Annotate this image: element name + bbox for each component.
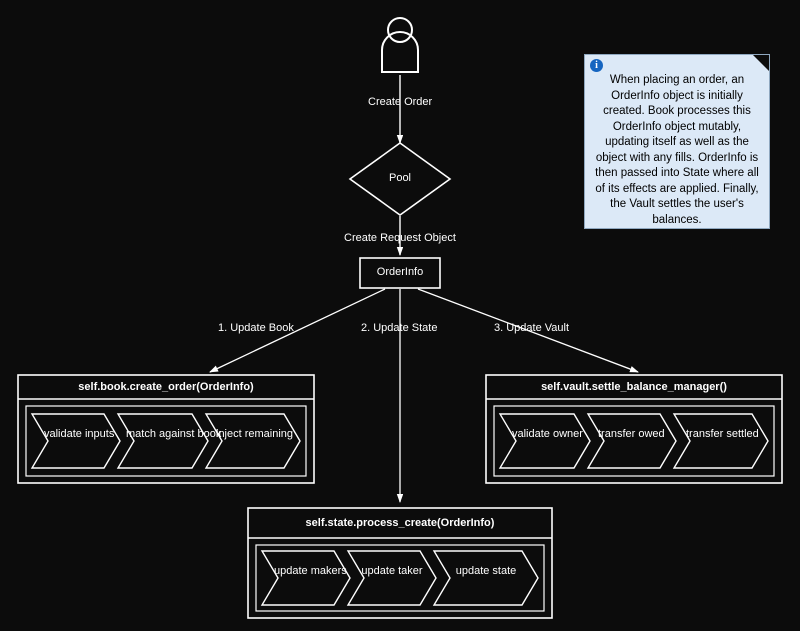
step-transfer-owed: transfer owed — [598, 428, 665, 440]
step-inject-remaining: inject remaining — [216, 428, 294, 440]
node-pool-label: Pool — [388, 172, 412, 184]
group-state-title: self.state.process_create(OrderInfo) — [305, 517, 495, 529]
group-book-title: self.book.create_order(OrderInfo) — [78, 381, 254, 393]
info-icon: i — [590, 59, 603, 72]
note-text: When placing an order, an OrderInfo object is initially created. Book processes this OrderInfo object mutably, updating itself as well as the object with any fills. OrderInfo is then passed into State where all of its effects are applied. Finally, the Vault settles the user's balances. — [595, 74, 759, 226]
edge-label-create-order: Create Order — [368, 96, 433, 108]
edge-label-update-book: 1. Update Book — [218, 322, 294, 334]
edge-label-update-state: 2. Update State — [361, 322, 438, 334]
step-update-makers: update makers — [274, 565, 347, 577]
step-update-taker: update taker — [361, 565, 423, 577]
step-match-against-book: match against book — [126, 428, 222, 440]
node-order-info-label: OrderInfo — [376, 266, 424, 278]
step-validate-owner: validate owner — [512, 428, 583, 440]
actor-icon — [382, 18, 418, 72]
step-validate-inputs: validate inputs — [44, 428, 115, 440]
step-transfer-settled: transfer settled — [686, 428, 759, 440]
edge-label-update-vault: 3. Update Vault — [494, 322, 570, 334]
group-vault-title: self.vault.settle_balance_manager() — [541, 381, 727, 393]
note-fold-corner — [753, 55, 769, 71]
edge-label-create-request-object: Create Request Object — [344, 232, 456, 244]
step-update-state: update state — [455, 565, 517, 577]
info-note — [584, 54, 770, 229]
